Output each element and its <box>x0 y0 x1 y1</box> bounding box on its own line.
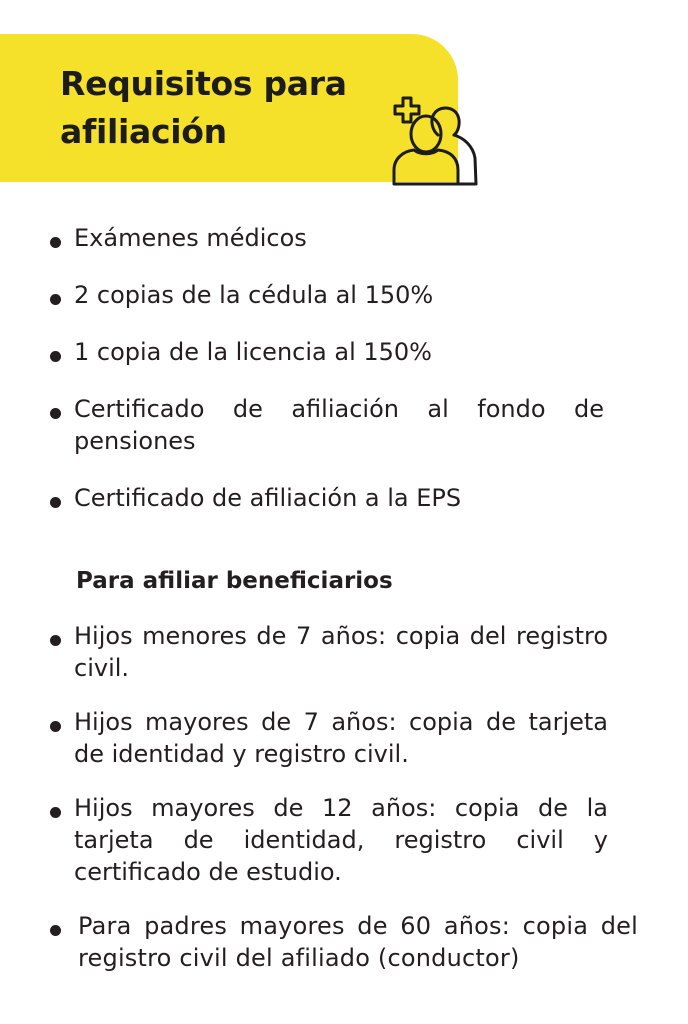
bullet-icon <box>50 351 61 362</box>
beneficiaries-list <box>48 620 638 996</box>
list-item-text: Hijos menores de 7 años: copia del registro civil. <box>74 622 608 682</box>
list-item <box>48 620 608 684</box>
list-item <box>48 910 638 974</box>
list-item <box>48 393 604 457</box>
list-item-text: Certificado de afiliación al fondo de pensiones <box>74 395 604 455</box>
bullet-icon <box>50 925 61 936</box>
bullet-icon <box>50 807 61 818</box>
list-item <box>48 706 608 770</box>
bullet-icon <box>50 237 61 248</box>
list-item-text: Hijos mayores de 12 años: copia de la tarjeta de identidad, registro civil y certificado de estudio. <box>74 794 608 886</box>
bullet-icon <box>50 294 61 305</box>
page-title: Requisitos para afiliación <box>60 64 347 151</box>
list-item-text: Exámenes médicos <box>74 224 307 252</box>
bullet-icon <box>50 497 61 508</box>
section-subtitle: Para afiliar beneficiarios <box>76 568 393 594</box>
list-item <box>48 279 604 311</box>
bullet-icon <box>50 721 61 732</box>
list-item-text: Certificado de afiliación a la EPS <box>74 484 462 512</box>
bullet-icon <box>50 408 61 419</box>
list-item <box>48 792 608 888</box>
list-item <box>48 336 604 368</box>
list-item-text: Hijos mayores de 7 años: copia de tarjeta de identidad y registro civil. <box>74 708 608 768</box>
list-item-text: 1 copia de la licencia al 150% <box>74 338 432 366</box>
bullet-icon <box>50 635 61 646</box>
list-item-text: 2 copias de la cédula al 150% <box>74 281 434 309</box>
list-item-text: Para padres mayores de 60 años: copia del registro civil del afiliado (conductor) <box>78 912 638 972</box>
list-item <box>48 222 604 254</box>
list-item <box>48 482 604 514</box>
users-add-icon <box>384 92 486 190</box>
requirements-list <box>48 222 604 539</box>
